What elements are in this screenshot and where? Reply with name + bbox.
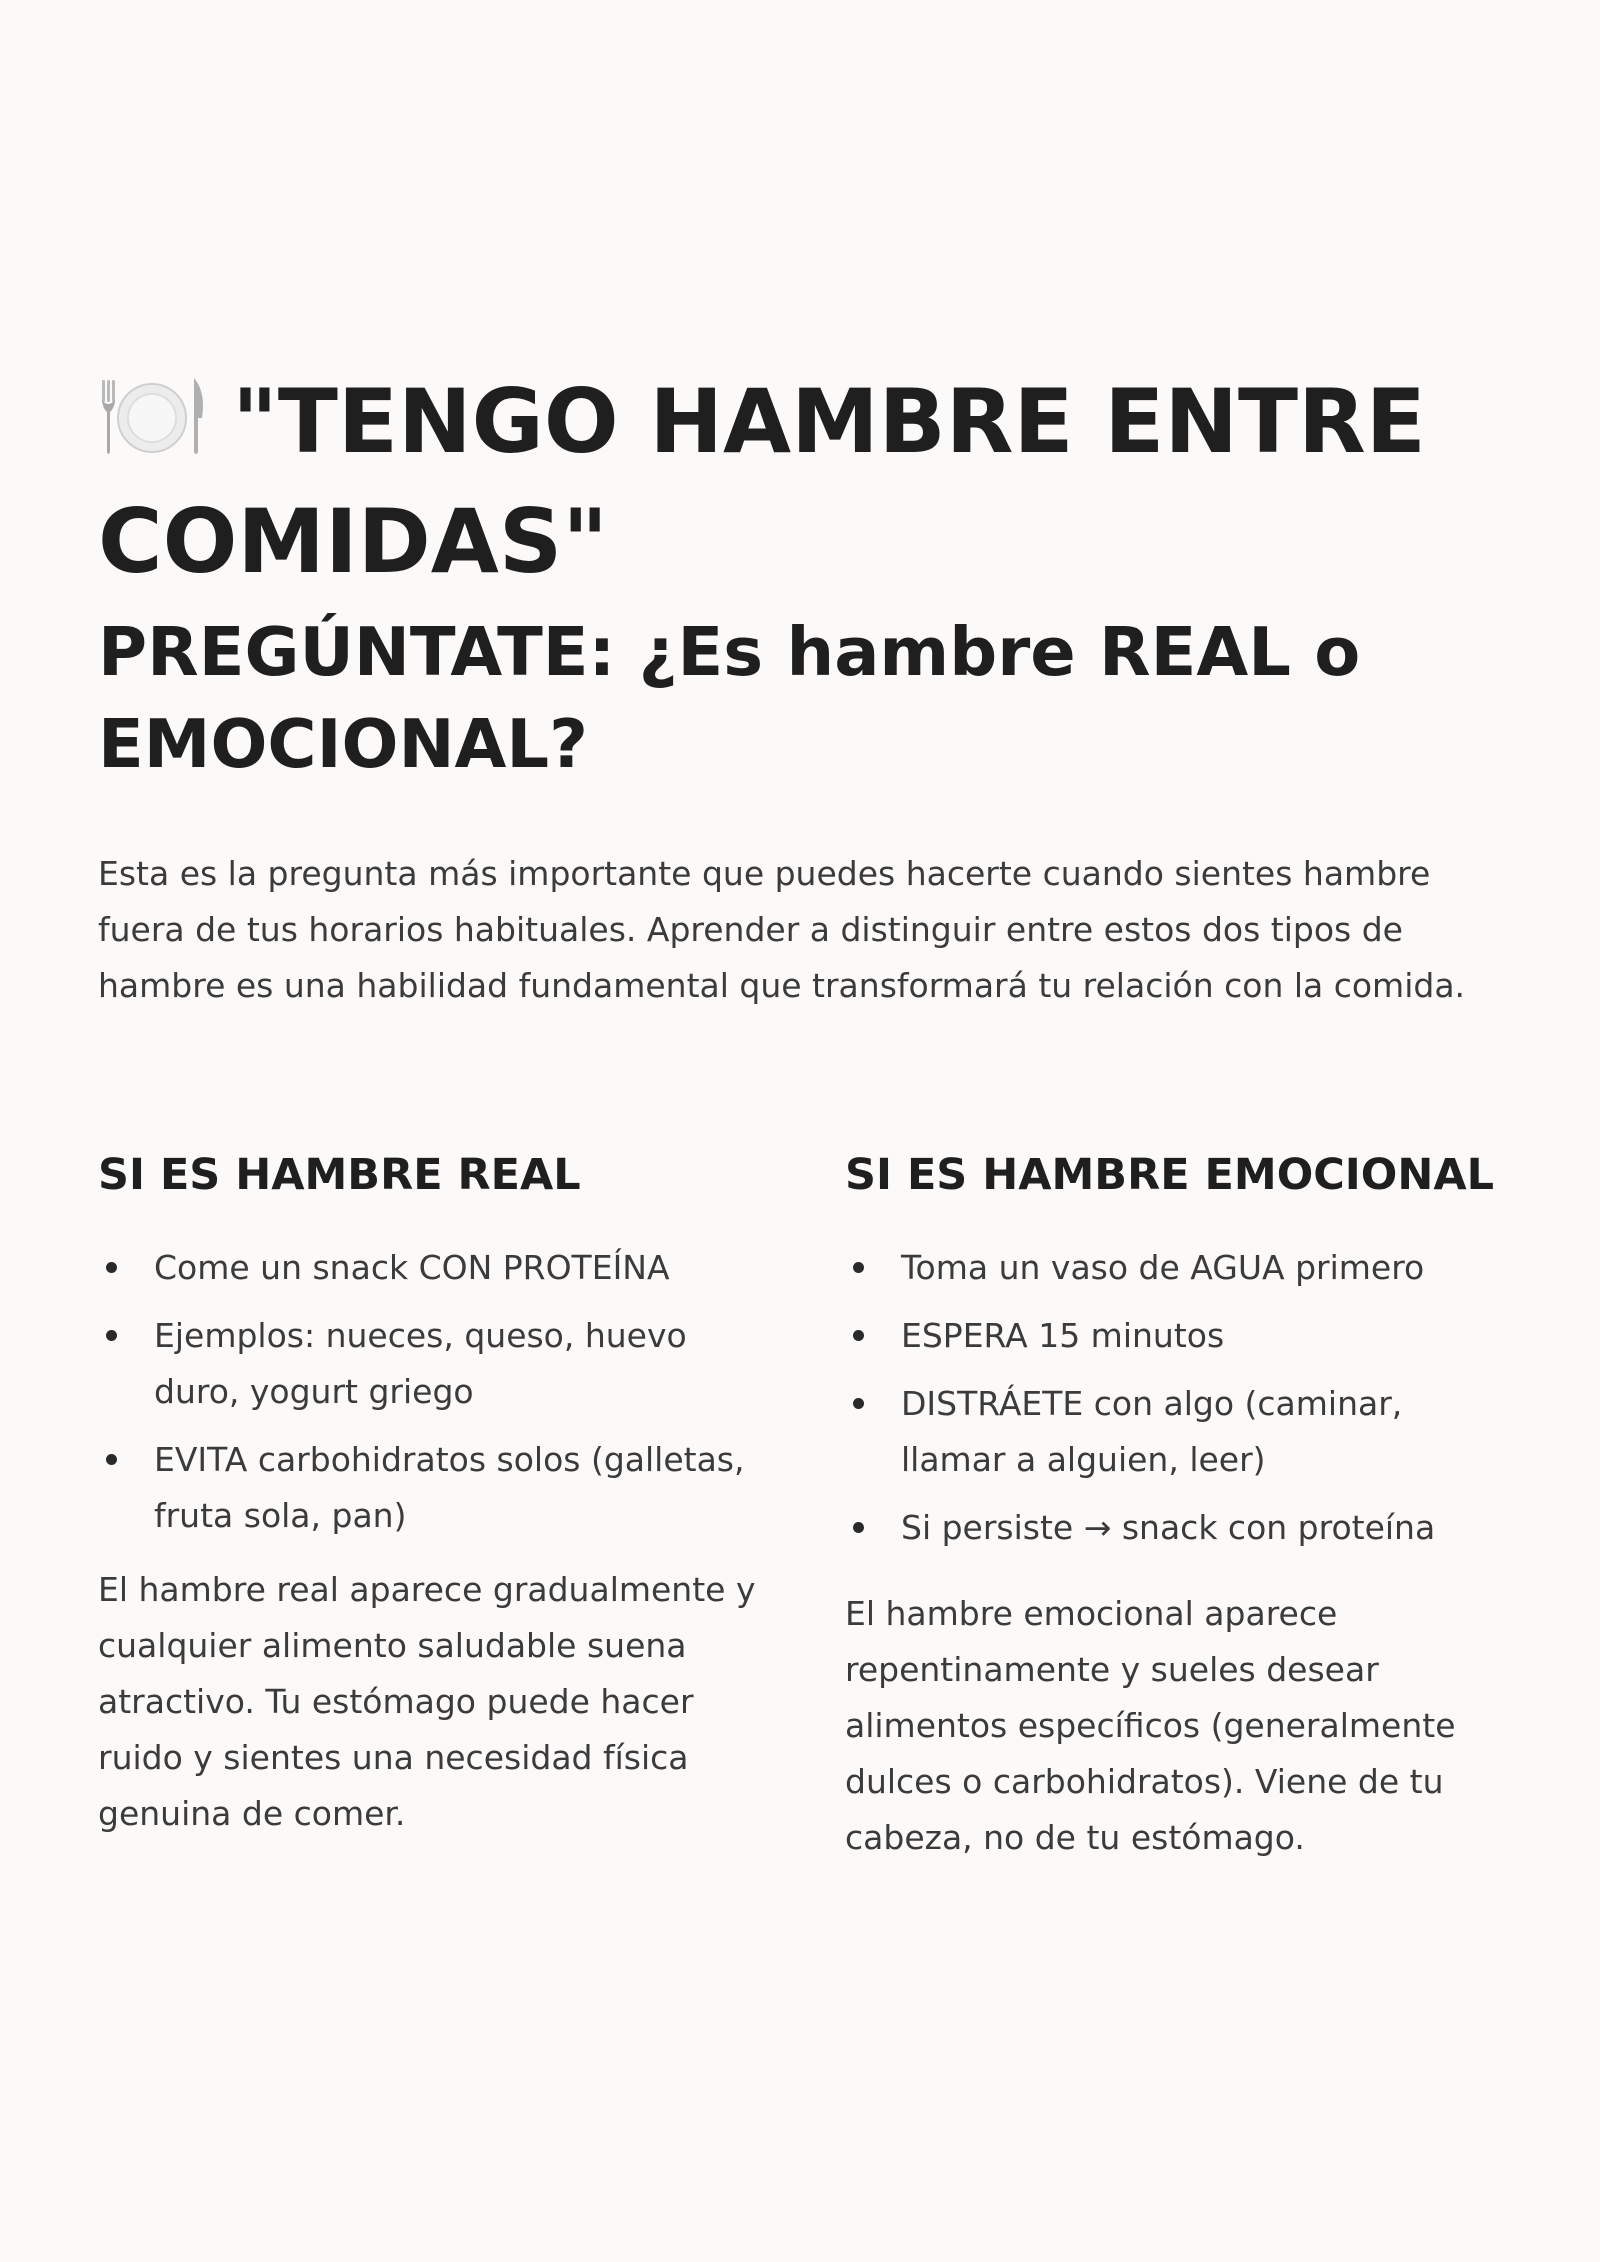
list-item-text: DISTRÁETE con algo (caminar, llamar a alguien, leer) xyxy=(901,1384,1403,1479)
list-item xyxy=(98,1432,758,1544)
list-item-text: Come un snack CON PROTEÍNA xyxy=(154,1248,670,1287)
list-item xyxy=(845,1308,1505,1364)
list-item xyxy=(845,1240,1505,1296)
list-item xyxy=(845,1376,1505,1488)
bullet-icon xyxy=(853,1398,864,1409)
intro-paragraph: Esta es la pregunta más importante que puedes hacerte cuando sientes hambre fuera de tus horarios habituales. Aprender a distinguir entre estos dos tipos de hambre es una habilidad fundamental que transformará tu relación con la comida. xyxy=(98,854,1466,1005)
bullet-icon xyxy=(853,1522,864,1533)
real-hunger-heading: SI ES HAMBRE REAL xyxy=(98,1150,581,1200)
bullet-icon xyxy=(106,1330,117,1341)
emotional-hunger-note: El hambre emocional aparece repentinamente y sueles desear alimentos específicos (generalmente dulces o carbohidratos). Viene de tu cabeza, no de tu estómago. xyxy=(845,1594,1456,1857)
bullet-icon xyxy=(106,1454,117,1465)
list-item xyxy=(98,1240,758,1296)
emotional-hunger-list xyxy=(845,1240,1505,1556)
bullet-icon xyxy=(106,1262,117,1273)
title-text: "TENGO HAMBRE ENTRE COMIDAS" xyxy=(98,370,1426,593)
real-hunger-column xyxy=(98,1142,758,1842)
list-item-text: Si persiste → snack con proteína xyxy=(901,1508,1436,1547)
document-page xyxy=(98,0,1502,2262)
emotional-hunger-column xyxy=(845,1142,1505,1866)
list-item-text: Toma un vaso de AGUA primero xyxy=(901,1248,1425,1287)
bullet-icon xyxy=(853,1330,864,1341)
bullet-icon xyxy=(853,1262,864,1273)
real-hunger-list xyxy=(98,1240,758,1544)
page-subtitle: PREGÚNTATE: ¿Es hambre REAL o EMOCIONAL? xyxy=(98,613,1361,783)
real-hunger-note: El hambre real aparece gradualmente y cualquier alimento saludable suena atractivo. Tu estómago puede hacer ruido y sientes una necesidad física genuina de comer. xyxy=(98,1570,756,1833)
list-item xyxy=(845,1500,1505,1556)
list-item-text: EVITA carbohidratos solos (galletas, fruta sola, pan) xyxy=(154,1440,745,1535)
plate-with-cutlery-icon xyxy=(98,372,206,458)
emotional-hunger-heading: SI ES HAMBRE EMOCIONAL xyxy=(845,1150,1495,1200)
page-title xyxy=(98,362,1502,602)
list-item-text: ESPERA 15 minutos xyxy=(901,1316,1225,1355)
list-item xyxy=(98,1308,758,1420)
list-item-text: Ejemplos: nueces, queso, huevo duro, yogurt griego xyxy=(154,1316,687,1411)
